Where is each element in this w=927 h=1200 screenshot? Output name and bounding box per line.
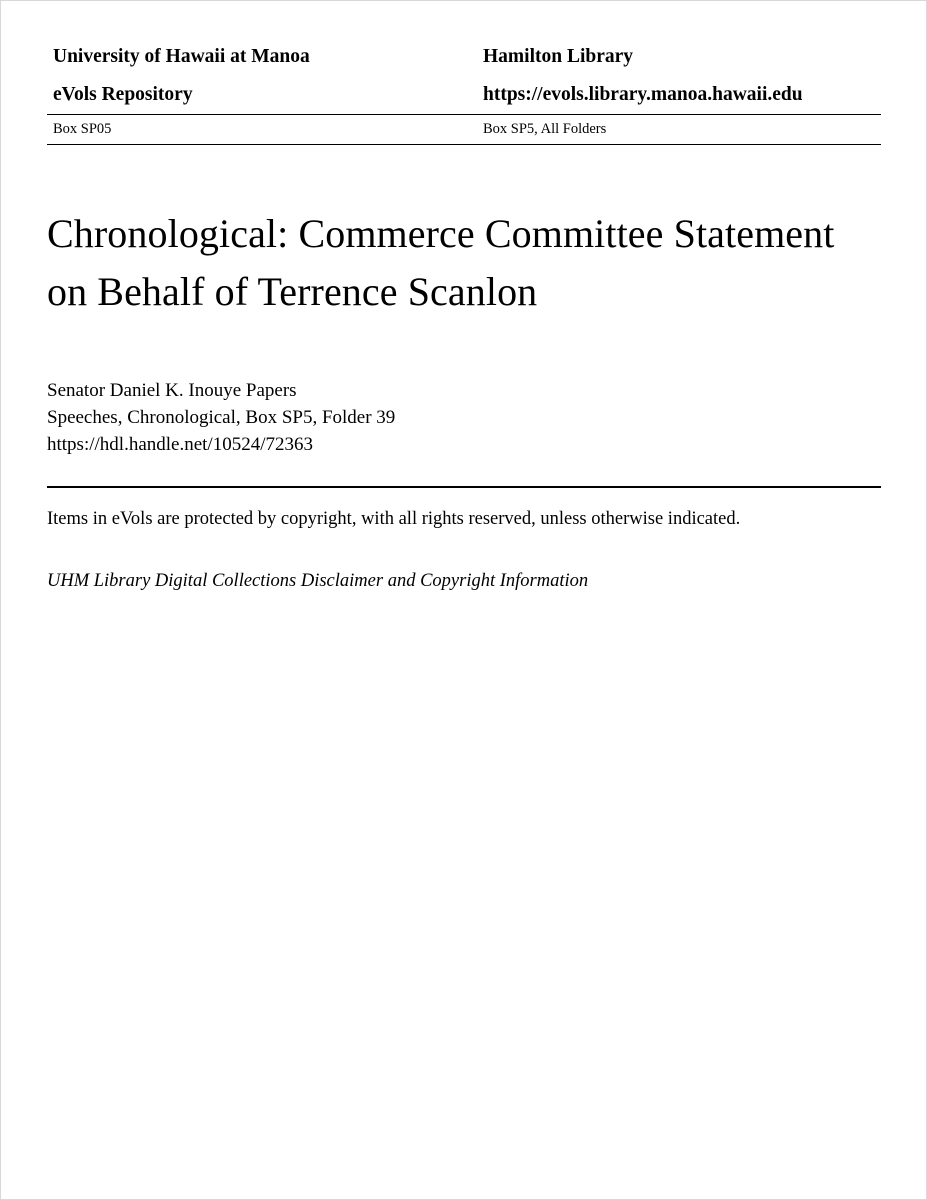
- header-row-primary: [47, 47, 881, 85]
- disclaimer-link[interactable]: UHM Library Digital Collections Disclaimer and Copyright Information: [47, 571, 589, 592]
- rights-statement: Items in eVols are protected by copyright, with all rights reserved, unless otherwise indicated.: [47, 509, 741, 530]
- header-row-box: [47, 115, 881, 144]
- header-row-secondary: [47, 85, 881, 115]
- page-title: Chronological: Commerce Committee Statement on Behalf of Terrence Scanlon: [47, 210, 835, 315]
- box-label: Box SP05: [53, 121, 112, 137]
- header-divider-bottom: [47, 144, 881, 145]
- folder-label: Box SP5, All Folders: [483, 121, 607, 137]
- series-name: Speeches, Chronological, Box SP5, Folder 39: [47, 407, 396, 429]
- repository-url[interactable]: https://evols.library.manoa.hawaii.edu: [483, 83, 803, 105]
- handle-url[interactable]: https://hdl.handle.net/10524/72363: [47, 434, 313, 456]
- library-name: Hamilton Library: [483, 46, 634, 67]
- document-header: [47, 47, 881, 145]
- institution-name: University of Hawaii at Manoa: [53, 46, 310, 67]
- citation-block: [47, 378, 881, 459]
- page-content: [47, 1, 881, 595]
- collection-name: Senator Daniel K. Inouye Papers: [47, 380, 297, 402]
- citation-divider: [47, 486, 881, 488]
- repository-name: eVols Repository: [53, 83, 193, 105]
